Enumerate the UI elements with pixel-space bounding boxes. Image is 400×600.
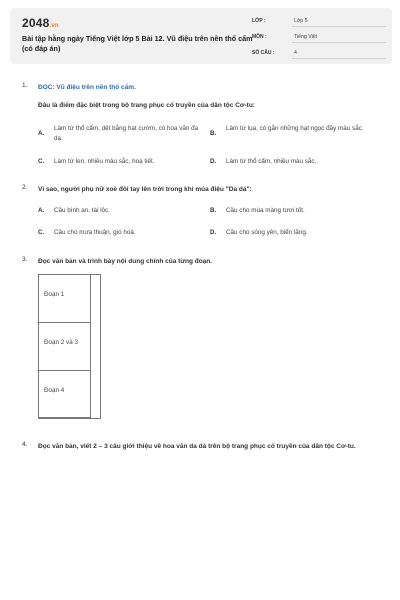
option-text: Làm từ len, nhiều màu sắc, hoạ tiết. <box>54 158 155 165</box>
table-row-label: Đoạn 4 <box>44 387 65 394</box>
meta-grade-label: LỚP : <box>252 18 266 24</box>
logo-suffix: .vn <box>49 23 59 29</box>
question-heading: ĐỌC: Vũ điệu trên nền thổ cẩm. <box>38 84 136 91</box>
table-row <box>39 371 90 418</box>
option-text: Cầu cho mưa thuận, gió hoà. <box>54 229 136 236</box>
option-text: Làm từ lụa, có gắn những hạt ngọc đầy màu sắc. <box>226 125 364 132</box>
meta-subject <box>252 32 387 44</box>
option-letter: A. <box>38 207 45 214</box>
question-heading: Vì sao, người phụ nữ xoè đôi tay lên trời trong khi múa điệu "Da dá": <box>38 186 252 193</box>
logo-main: 2048 <box>22 16 50 30</box>
answer-table <box>38 274 101 419</box>
meta-count-value: 4 <box>292 49 386 59</box>
table-row <box>39 275 90 323</box>
question-heading: Đọc văn bản và trình bày nội dung chính của từng đoạn. <box>38 258 213 265</box>
option-letter: B. <box>210 207 217 214</box>
question-number: 1. <box>22 82 28 89</box>
option-text: Làm từ thổ cẩm, dệt bằng hạt cườm, có hoa văn đa dạ. <box>54 125 199 142</box>
table-column-divider <box>90 275 91 418</box>
option-text: Cầu cho mùa màng tươi tốt. <box>226 207 305 214</box>
option-letter: D. <box>210 158 217 165</box>
option-letter: D. <box>210 229 217 236</box>
meta-grade <box>252 16 387 28</box>
question-heading: Đọc văn bản, viết 2 – 3 câu giới thiệu về hoa văn da dá trên bộ trang phục cổ truyền của dân tộc Cơ-tu. <box>38 443 356 450</box>
option-text: Cầu bình an, tài lộc. <box>54 207 111 214</box>
option-letter: C. <box>38 229 45 236</box>
meta-grade-value: Lớp 5 <box>292 17 386 27</box>
table-row-label: Đoạn 1 <box>44 291 65 298</box>
table-row <box>39 323 90 371</box>
option-letter: A. <box>38 130 45 137</box>
option-letter: B. <box>210 130 217 137</box>
site-logo[interactable] <box>22 16 59 30</box>
table-row-label: Đoạn 2 và 3 <box>44 339 78 346</box>
meta-subject-value: Tiếng Việt <box>292 33 386 43</box>
question-number: 3. <box>22 256 28 263</box>
option-letter: C. <box>38 158 45 165</box>
question-number: 4. <box>22 441 28 448</box>
document-title: Bài tập hằng ngày Tiếng Việt lớp 5 Bài 12. Vũ điệu trên nền thổ cẩm (có đáp án) <box>22 34 253 53</box>
option-text: Cầu cho sóng yên, biển lặng. <box>226 229 308 236</box>
meta-subject-label: MÔN : <box>252 34 267 40</box>
document-header <box>10 8 392 64</box>
meta-count-label: SỐ CÂU : <box>252 50 275 56</box>
question-prompt: Đâu là điểm đặc biệt trong bộ trang phục cổ truyền của dân tộc Cơ-tu: <box>38 102 255 109</box>
question-number: 2. <box>22 184 28 191</box>
option-text: Làm từ thổ cẩm, nhiều màu sắc. <box>226 158 317 165</box>
meta-count <box>252 48 387 60</box>
